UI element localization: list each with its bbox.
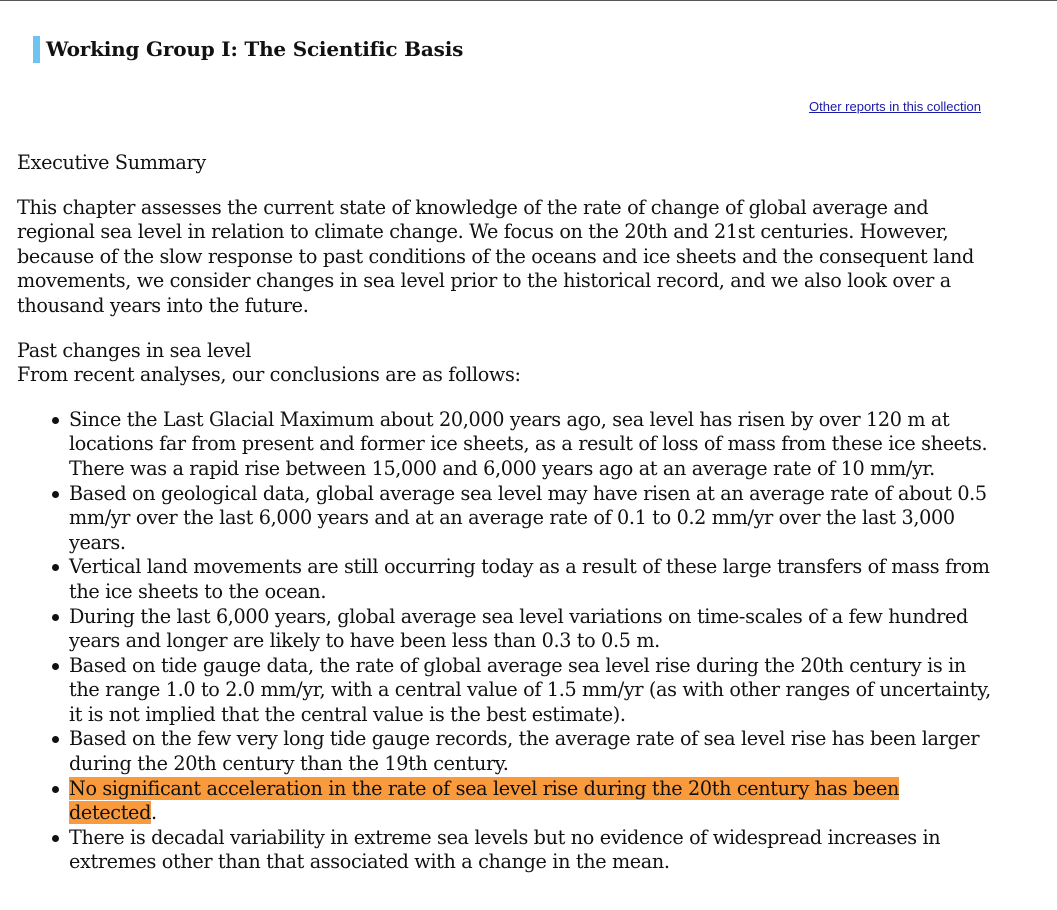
finding-item: There is decadal variability in extreme sea levels but no evidence of widespread increases in extremes other than that associated with a change in the mean. — [69, 826, 992, 875]
page-title: Working Group I: The Scientific Basis — [46, 37, 464, 61]
conclusions-lead: From recent analyses, our conclusions are as follows: — [17, 363, 521, 387]
header-accent-bar — [33, 36, 40, 63]
finding-item: Since the Last Glacial Maximum about 20,000 years ago, sea level has risen by over 120 m at locations far from present and former ice sheets, as a result of loss of mass from these ice sheets. There was a rapid rise between 15,000 and 6,000 years ago at an average rate of 10 mm/yr. — [69, 408, 992, 482]
finding-item: Vertical land movements are still occurring today as a result of these large transfers of mass from the ice sheets to the ocean. — [69, 555, 992, 604]
spacer — [17, 319, 992, 339]
finding-item-highlighted — [69, 777, 992, 826]
finding-item: Based on the few very long tide gauge records, the average rate of sea level rise has been larger during the 20th century than the 19th century. — [69, 727, 992, 776]
other-reports-link[interactable]: Other reports in this collection — [809, 99, 981, 114]
spacer — [17, 176, 992, 196]
past-changes-heading: Past changes in sea level — [17, 338, 252, 362]
findings-list — [17, 408, 992, 875]
spacer — [17, 388, 992, 408]
highlight-trailing-period: . — [151, 801, 157, 825]
document-body — [17, 151, 992, 875]
report-header — [33, 35, 463, 63]
intro-paragraph: This chapter assesses the current state of knowledge of the rate of change of global average and regional sea level in relation to climate change. We focus on the 20th and 21st centuries. However, because of the slow response to past conditions of the oceans and ice sheets and the consequent land movements, we consider changes in sea level prior to the historical record, and we also look over a thousand years into the future. — [17, 195, 974, 317]
finding-item: During the last 6,000 years, global average sea level variations on time-scales of a few hundred years and longer are likely to have been less than 0.3 to 0.5 m. — [69, 605, 992, 654]
executive-summary-heading: Executive Summary — [17, 151, 206, 174]
finding-item: Based on tide gauge data, the rate of global average sea level rise during the 20th century is in the range 1.0 to 2.0 mm/yr, with a central value of 1.5 mm/yr (as with other ranges of uncertainty, it is not implied that the central value is the best estimate). — [69, 653, 991, 726]
finding-item: Based on geological data, global average sea level may have risen at an average rate of about 0.5 mm/yr over the last 6,000 years and at an average rate of 0.1 to 0.2 mm/yr over the last 3,000 years. — [69, 482, 992, 556]
highlighted-text: No significant acceleration in the rate of sea level rise during the 20th century has been detected — [69, 776, 899, 825]
